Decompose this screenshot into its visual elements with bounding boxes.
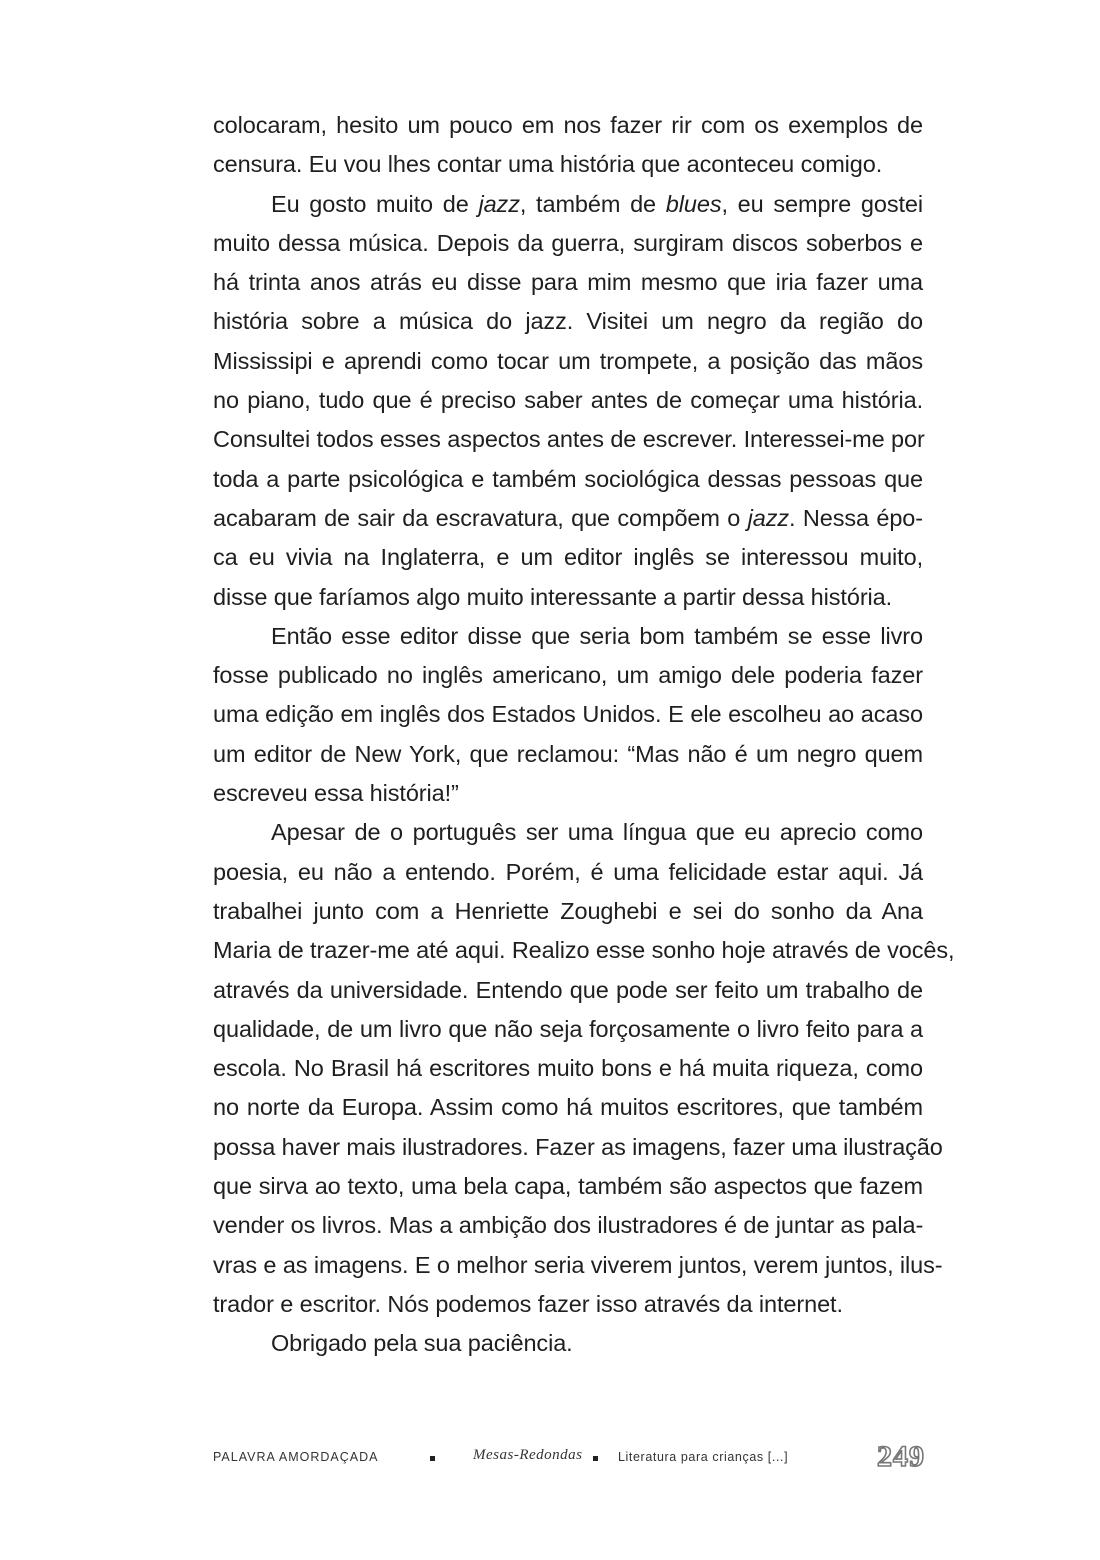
text-line: poesia, eu não a entendo. Porém, é uma felicidade estar aqui. Já [213,858,923,885]
text-line: trador e escritor. Nós podemos fazer isso através da internet. [213,1290,843,1317]
text-line: Obrigado pela sua paciência. [271,1330,573,1357]
footer-separator-bullet [593,1456,598,1461]
text-line: qualidade, de um livro que não seja forçosamente o livro feito para a [213,1015,923,1042]
text-line: Eu gosto muito de jazz, também de blues, eu sempre gostei [271,190,923,217]
text-line: toda a parte psicológica e também sociológica dessas pessoas que [213,465,923,492]
text-line: trabalhei junto com a Henriette Zoughebi e sei do sonho da Ana [213,897,923,924]
text-line: vras e as imagens. E o melhor seria viverem juntos, verem juntos, ilus- [213,1251,943,1278]
text-line: uma edição em inglês dos Estados Unidos. E ele escolheu ao acaso [213,701,923,728]
text-line: Mississipi e aprendi como tocar um trompete, a posição das mãos [213,347,923,374]
running-footer [213,1440,925,1480]
footer-subsection: Literatura para crianças [...] [618,1450,789,1464]
text-line: através da universidade. Entendo que pode ser feito um trabalho de [213,976,923,1003]
text-line: possa haver mais ilustradores. Fazer as imagens, fazer uma ilustração [213,1133,943,1160]
text-line: há trinta anos atrás eu disse para mim mesmo que iria fazer uma [213,269,923,296]
text-line: censura. Eu vou lhes contar uma história que aconteceu comigo. [213,151,883,178]
text-line: acabaram de sair da escravatura, que compõem o jazz. Nessa épo- [213,504,923,531]
text-line: Apesar de o português ser uma língua que eu aprecio como [271,819,923,846]
text-line: Maria de trazer-me até aqui. Realizo esse sonho hoje através de vocês, [213,937,955,964]
text-line: escola. No Brasil há escritores muito bons e há muita riqueza, como [213,1055,923,1082]
text-line: ca eu vivia na Inglaterra, e um editor inglês se interessou muito, [213,544,923,571]
page-number: 249 [877,1440,925,1473]
text-line: um editor de New York, que reclamou: “Mas não é um negro quem [213,740,923,767]
text-line: história sobre a música do jazz. Visitei um negro da região do [213,308,923,335]
text-line: Consultei todos esses aspectos antes de escrever. Interessei-me por [213,426,925,453]
footer-section: Mesas-Redondas [473,1447,583,1463]
text-line: colocaram, hesito um pouco em nos fazer rir com os exemplos de [213,112,923,138]
text-line: disse que faríamos algo muito interessante a partir dessa história. [213,583,893,610]
text-line: no piano, tudo que é preciso saber antes de começar uma história. [213,387,923,414]
body-text [213,106,955,1364]
text-line: fosse publicado no inglês americano, um amigo dele poderia fazer [213,662,923,689]
footer-book-title: PALAVRA AMORDAÇADA [213,1450,379,1464]
footer-separator-bullet [430,1456,435,1461]
text-line: no norte da Europa. Assim como há muitos escritores, que também [213,1094,923,1121]
text-line: Então esse editor disse que seria bom também se esse livro [271,622,923,649]
text-line: que sirva ao texto, uma bela capa, também são aspectos que fazem [213,1173,923,1200]
text-line: vender os livros. Mas a ambição dos ilustradores é de juntar as pala- [213,1212,924,1239]
text-line: escreveu essa história!” [213,780,459,807]
text-line: muito dessa música. Depois da guerra, surgiram discos soberbos e [213,229,923,256]
